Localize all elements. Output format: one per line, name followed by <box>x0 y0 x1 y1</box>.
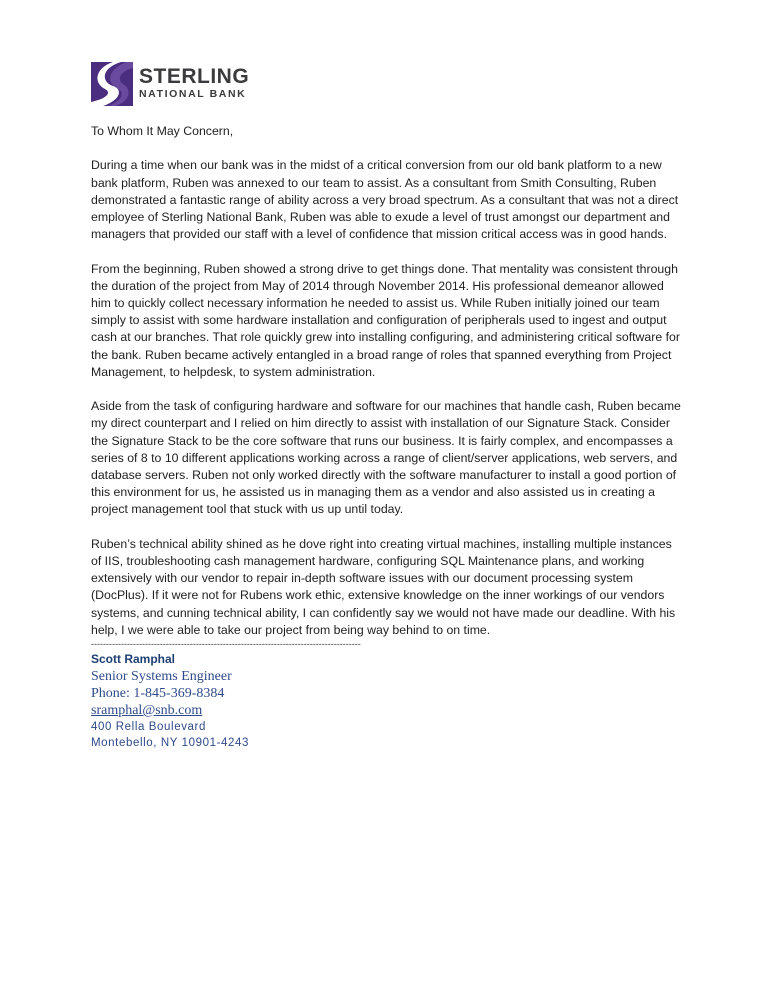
paragraph-1: During a time when our bank was in the midst of a critical conversion from our old bank platform to a new bank platform, Ruben was annexed to our team to assist. As a consultant from Smith Consulting, Ruben demonstrated a fantastic range of ability across a very broad spectrum. As a consultant that was not a direct employee of Sterling National Bank, Ruben was able to exude a level of trust amongst our department and managers that provided our staff with a level of confidence that mission critical access was in good hands. <box>91 158 679 242</box>
address-line-2: Montebello, NY 10901-4243 <box>91 737 250 750</box>
address-line-1: 400 Rella Boulevard <box>91 721 206 734</box>
signer-phone: Phone: 1-845-369-8384 <box>91 686 225 702</box>
bank-logo <box>91 62 281 106</box>
salutation: To Whom It May Concern, <box>91 124 234 138</box>
bank-name: STERLING <box>139 65 250 88</box>
bank-logo-text <box>139 67 249 101</box>
bank-subtitle: NATIONAL BANK <box>139 88 247 100</box>
signer-title: Senior Systems Engineer <box>91 669 232 685</box>
signer-name: Scott Ramphal <box>91 652 176 667</box>
paragraph-4: Ruben’s technical ability shined as he dove right into creating virtual machines, installing multiple instances of IIS, troubleshooting cash management hardware, configuring SQL Maintenance plans, and working extensively with our vendor to repair in-depth software issues with our document processing system (DocPlus). If it were not for Rubens work ethic, extensive knowledge on the inner workings of our vendors systems, and cunning technical ability, I can confidently say we would not have made our deadline. With his help, I we were able to take our project from being way behind to on time. <box>91 536 676 637</box>
signature-block <box>91 651 681 751</box>
paragraph-3: Aside from the task of configuring hardware and software for our machines that handle cash, Ruben became my direct counterpart and I relied on him directly to assist with installation of our Signature Stack. Consider the Signature Stack to be the core software that runs our business. It is fairly complex, and encompasses a series of 8 to 10 different applications working across a range of client/server applications, web servers, and database servers. Ruben not only worked directly with the software manufacturer to install a good portion of this environment for us, he assisted us in managing them as a vendor and also assisted us in creating a project management tool that stuck with us up until today. <box>91 399 681 517</box>
paragraph-2: From the beginning, Ruben showed a strong drive to get things done. That mentality was consistent through the duration of the project from May of 2014 through November 2014. His professional demeanor allowed him to quickly collect necessary information he needed to assist us. While Ruben initially joined our team simply to assist with some hardware installation and configuration of peripherals used to ingest and output cash at our branches. That role quickly grew into installing configuring, and administering critical software for the bank. Ruben became actively entangled in a broad range of roles that spanned everything from Project Management, to helpdesk, to system administration. <box>91 261 680 379</box>
letter-body <box>91 123 681 751</box>
sterling-logo-icon <box>91 62 133 106</box>
signature-divider: ------------------------------------------------------------------------------------------ <box>91 639 361 650</box>
signer-email-link[interactable]: sramphal@snb.com <box>91 703 203 719</box>
